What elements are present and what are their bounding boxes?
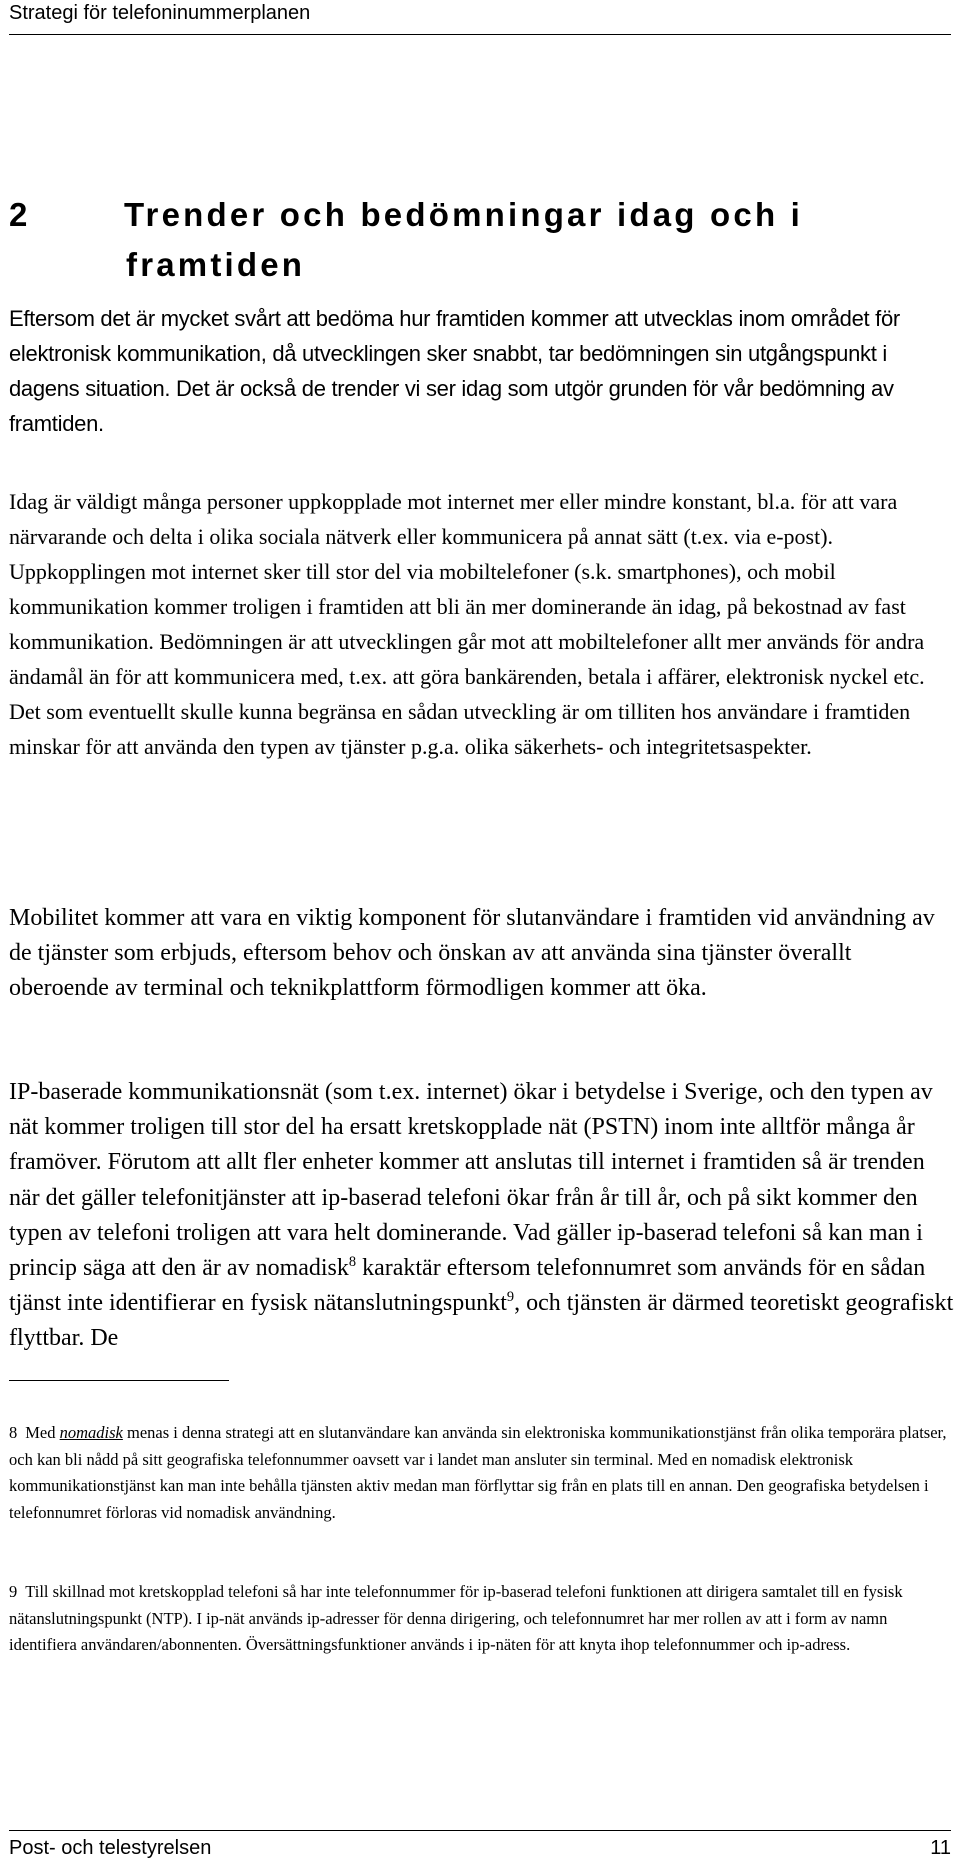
header-rule <box>9 34 951 35</box>
footer-rule <box>9 1830 951 1831</box>
footnote-ref-9[interactable]: 9 <box>506 1289 515 1306</box>
footnote-separator <box>9 1380 229 1381</box>
section-title-line2: framtiden <box>126 246 306 283</box>
footnote-ref-8[interactable]: 8 <box>348 1254 357 1271</box>
paragraph-3: Mobilitet kommer att vara en viktig komponent för slutanvändare i framtiden vid användning av de tjänster som erbjuds, eftersom behov och önskan av att använda sina tjänster överallt oberoende av terminal och teknikplattform förmodligen kommer att öka. <box>9 905 935 1002</box>
paragraph-4-part-1: IP-baserade kommunikationsnät (som t.ex. internet) ökar i betydelse i Sverige, och den typen av nät kommer troligen till stor del ha ersatt kretskopplade nät (PSTN) inom inte alltför många år framöver. Förutom att allt fler enheter kommer att anslutas till internet i framtiden så är trenden när det gäller telefonitjänster att ip-baserad telefoni ökar från år till år, och på sikt kommer den typen av telefoni troligen att vara helt dominerande. Vad gäller ip-baserad telefoni så kan man i princip säga att den är av nomadisk <box>9 1079 933 1282</box>
paragraph-4-part-2: karaktär eftersom telefonnumret som används för en sådan tjänst inte identifierar en fysisk nätanslutningspunkt <box>9 1255 926 1317</box>
running-header: Strategi för telefoninummerplanen <box>9 2 311 24</box>
section-heading <box>9 190 939 290</box>
footnote-8-term: nomadisk <box>59 1423 123 1442</box>
footnote-9-number: 9 <box>9 1582 18 1601</box>
footnote-9 <box>9 1579 954 1659</box>
page-footer <box>9 1837 951 1860</box>
paragraph-4 <box>9 1075 954 1357</box>
paragraph-2: Idag är väldigt många personer uppkopplade mot internet mer eller mindre konstant, bl.a. för att vara närvarande och delta i olika sociala nätverk eller kommunicera på annat sätt (t.ex. via e-post). Uppkopplingen mot internet sker till stor del via mobiltelefoner (s.k. smartphones), och mobil kommunikation kommer troligen i framtiden att bli än mer dominerande än idag, på bekostnad av fast kommunikation. Bedömningen är att utvecklingen går mot att mobiltelefoner allt mer används för andra ändamål än för att kommunicera med, t.ex. att göra bankärenden, betala i affärer, elektronisk nyckel etc. Det som eventuellt skulle kunna begränsa en sådan utveckling är om tilliten hos användare i framtiden minskar för att använda den typen av tjänster p.g.a. olika säkerhets- och integritetsaspekter. <box>9 489 925 759</box>
footer-publisher: Post- och telestyrelsen <box>9 1837 212 1859</box>
section-title-line1: Trender och bedömningar idag och i <box>124 196 804 233</box>
section-number: 2 <box>9 196 28 233</box>
footnote-8 <box>9 1420 954 1526</box>
footnote-8-number: 8 <box>9 1423 18 1442</box>
page-number: 11 <box>930 1837 951 1859</box>
footnote-8-pre: Med <box>25 1423 60 1442</box>
footnote-8-text: menas i denna strategi att en slutanvändare kan använda sin elektroniska kommunikationstjänst från olika temporära platser, och kan bli nådd på sitt geografiska telefonnummer oavsett var i landet man ansluter sin terminal. Med en nomadisk elektronisk kommunikationstjänst kan man inte behålla tjänsten aktiv medan man förflyttar sig från en plats till en annan. Den geografiska betydelsen i telefonnumret förloras vid nomadisk användning. <box>9 1423 947 1522</box>
footnote-9-text: Till skillnad mot kretskopplad telefoni så har inte telefonnummer för ip-baserad telefoni funktionen att dirigera samtalet till en fysisk nätanslutningspunkt (NTP). I ip-nät används ip-adresser för denna dirigering, och telefonnumret har mer rollen av att i form av namn identifiera användaren/abonnenten. Översättningsfunktioner används i ip-näten för att knyta ihop telefonnummer och ip-adress. <box>9 1582 903 1654</box>
paragraph-4-part-3: , och tjänsten är därmed teoretiskt geografiskt flyttbar. De <box>9 1290 954 1352</box>
paragraph-1: Eftersom det är mycket svårt att bedöma hur framtiden kommer att utvecklas inom området för elektronisk kommunikation, då utvecklingen sker snabbt, tar bedömningen sin utgångspunkt i dagens situation. Det är också de trender vi ser idag som utgör grunden för vår bedömning av framtiden. <box>9 306 900 436</box>
